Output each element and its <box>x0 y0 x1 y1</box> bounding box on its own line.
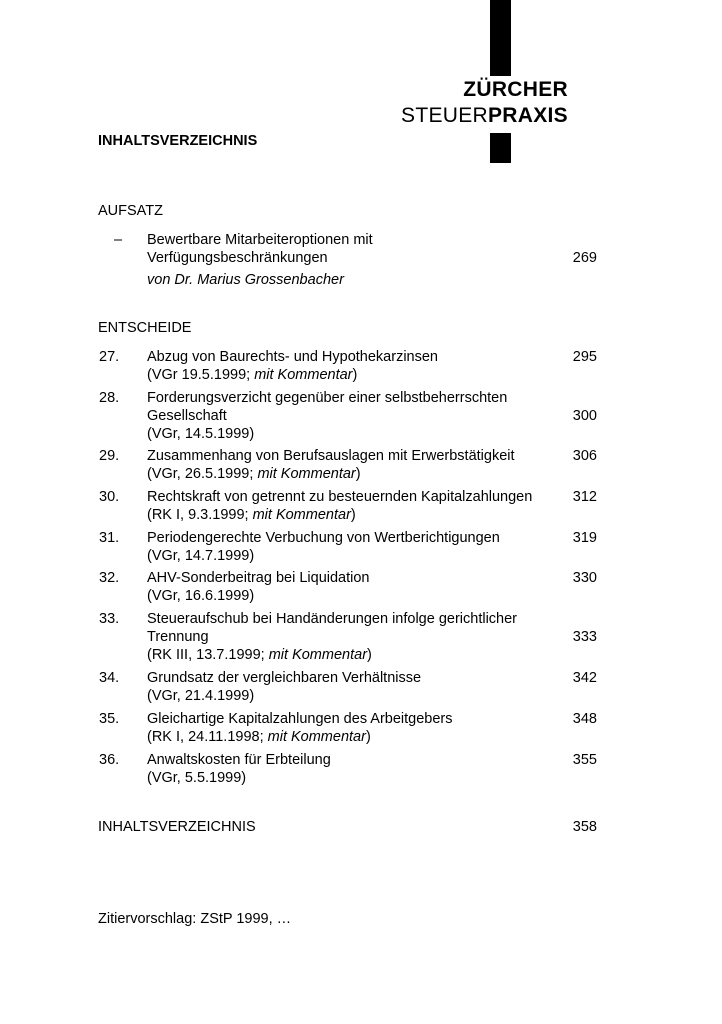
entry-page: 300 <box>572 408 597 424</box>
entry-page: 330 <box>572 570 597 586</box>
entry-number: 28. <box>99 390 120 406</box>
entry-number: 33. <box>99 611 120 627</box>
logo-bar-bottom <box>490 133 511 163</box>
logo-praxis: PRAXIS <box>488 104 568 127</box>
entry-number: 30. <box>99 489 120 505</box>
entry-title: Rechtskraft von getrennt zu besteuernden Kapitalzahlungen <box>147 489 533 505</box>
entry-title: Grundsatz der vergleichbaren Verhältnisse <box>147 670 422 686</box>
logo-title-line2 <box>401 104 568 128</box>
entry-comment-note: mit Kommentar <box>267 729 366 745</box>
entry-court <box>147 366 357 384</box>
entry-number: 32. <box>99 570 120 586</box>
entry-court: (VGr, 14.5.1999) <box>147 426 255 442</box>
entry-number: 35. <box>99 711 120 727</box>
page-title: INHALTSVERZEICHNIS <box>98 133 258 149</box>
entry-title-line2: Trennung <box>147 629 209 645</box>
entry-court <box>147 728 371 746</box>
entry-court <box>147 646 372 664</box>
entry-page: 348 <box>572 711 597 727</box>
logo-steuer: STEUER <box>401 104 488 127</box>
entry-court-close: ) <box>352 367 358 383</box>
index-page: 358 <box>572 819 597 835</box>
entry-number: 27. <box>99 349 120 365</box>
entry-comment-note: mit Kommentar <box>254 367 353 383</box>
section-heading-aufsatz: AUFSATZ <box>98 203 163 219</box>
entry-court-text: (RK I, 9.3.1999; <box>147 507 253 523</box>
entry-title: AHV-Sonderbeitrag bei Liquidation <box>147 570 370 586</box>
entry-number: 34. <box>99 670 120 686</box>
entry-court-close: ) <box>367 647 372 663</box>
aufsatz-author: von Dr. Marius Grossenbacher <box>147 272 344 288</box>
aufsatz-title-line1: Bewertbare Mitarbeiteroptionen mit <box>147 232 373 248</box>
entry-court-close: ) <box>365 729 371 745</box>
entry-title: Periodengerechte Verbuchung von Wertberichtigungen <box>147 530 500 546</box>
entry-title: Anwaltskosten für Erbteilung <box>147 752 331 768</box>
entry-comment-note: mit Kommentar <box>268 647 368 663</box>
entry-court: (VGr, 14.7.1999) <box>147 548 255 564</box>
logo-bar-top <box>490 0 511 76</box>
aufsatz-title-line2: Verfügungsbeschränkungen <box>147 250 328 266</box>
entry-court-text: (VGr 19.5.1999; <box>147 367 255 383</box>
entry-page: 342 <box>572 670 597 686</box>
entry-court-close: ) <box>350 507 356 523</box>
entry-court: (VGr, 21.4.1999) <box>147 688 255 704</box>
entry-page: 319 <box>572 530 597 546</box>
section-heading-entscheide: ENTSCHEIDE <box>98 320 192 336</box>
entry-court-close: ) <box>355 466 361 482</box>
entry-number: 31. <box>99 530 120 546</box>
logo-title-line1: ZÜRCHER <box>463 78 568 101</box>
entry-title-line2: Gesellschaft <box>147 408 227 424</box>
entry-title-line1: Forderungsverzicht gegenüber einer selbstbeherrschten <box>147 390 508 406</box>
entry-page: 306 <box>572 448 597 464</box>
entry-number: 36. <box>99 752 120 768</box>
entry-court <box>147 465 361 483</box>
aufsatz-bullet: – <box>114 232 123 248</box>
entry-title-line1: Steueraufschub bei Handänderungen infolge gerichtlicher <box>147 611 518 627</box>
entry-court: (VGr, 5.5.1999) <box>147 770 247 786</box>
index-heading: INHALTSVERZEICHNIS <box>98 819 256 835</box>
entry-comment-note: mit Kommentar <box>257 466 356 482</box>
entry-court-text: (RK III, 13.7.1999; <box>147 647 269 663</box>
entry-title: Abzug von Baurechts- und Hypothekarzinsen <box>147 349 438 365</box>
entry-page: 312 <box>572 489 597 505</box>
entry-page: 295 <box>572 349 597 365</box>
entry-page: 355 <box>572 752 597 768</box>
entry-court-text: (RK I, 24.11.1998; <box>147 729 268 745</box>
aufsatz-page: 269 <box>572 250 597 266</box>
entry-page: 333 <box>572 629 597 645</box>
entry-court: (VGr, 16.6.1999) <box>147 588 255 604</box>
entry-court <box>147 506 356 524</box>
entry-title: Gleichartige Kapitalzahlungen des Arbeitgebers <box>147 711 453 727</box>
entry-court-text: (VGr, 26.5.1999; <box>147 466 258 482</box>
citation-suggestion: Zitiervorschlag: ZStP 1999, … <box>98 911 292 927</box>
entry-title: Zusammenhang von Berufsauslagen mit Erwerbstätigkeit <box>147 448 515 464</box>
entry-number: 29. <box>99 448 120 464</box>
entry-comment-note: mit Kommentar <box>252 507 351 523</box>
